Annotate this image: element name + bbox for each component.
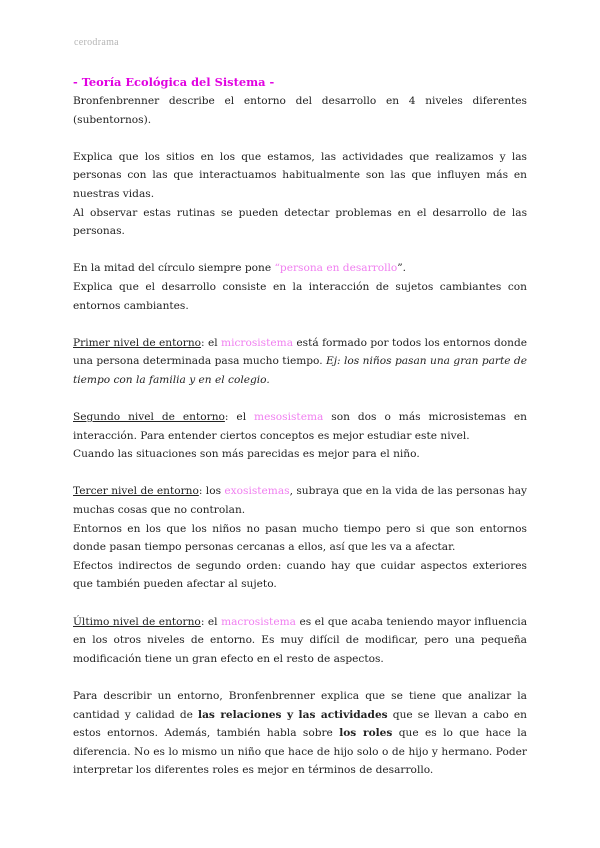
level-3-line-2: Entornos en los que los niños no pasan mucho tiempo pero si que son entornos donde pasan tiempo personas cercanas a ellos, así que les va a afectar. [73,522,527,554]
level-3-heading: Tercer nivel de entorno [73,485,199,498]
closing-paragraph: Para describir un entorno, Bronfenbrenner explica que se tiene que analizar la cantidad y calidad de las relaciones y las actividades que se llevan a cabo en estos entornos. Además, también habla sobre los roles que es lo que hace la diferencia. No es lo mismo un niño que hace de hijo solo o de hijo y hermano. Poder interpretar los diferentes roles es mejor en términos de desarrollo. [73,690,527,777]
level-1-paragraph: Primer nivel de entorno: el microsistema está formado por todos los entornos donde una persona determinada pasa mucho tiempo. Ej: los niños pasan una gran parte de tiempo con la familia y en el colegio. [73,336,528,386]
level-1-heading: Primer nivel de entorno [73,336,202,349]
document-body [73,74,527,780]
level-1-example: Ej: los niños pasan una gran parte de tiempo con la familia y en el colegio. [73,355,527,386]
term-mesosistema: mesosistema [254,411,324,424]
bold-relaciones-actividades: las relaciones y las actividades [198,708,388,721]
intro-paragraph: Bronfenbrenner describe el entorno del desarrollo en 4 niveles diferentes (subentornos). [73,95,527,126]
level-4-heading: Último nivel de entorno [73,615,201,628]
term-exosistemas: exosistemas [224,485,290,498]
document-title: - Teoría Ecológica del Sistema - [73,75,275,89]
level-2-heading: Segundo nivel de entorno [73,411,225,424]
quote-open: “ [274,262,280,275]
level-3-line-3: Efectos indirectos de segundo orden: cuando hay que cuidar aspectos exteriores que también pueden afectar al sujeto. [73,559,527,591]
level-2-line-2: Cuando las situaciones son más parecidas es mejor para el niño. [73,448,420,461]
bold-roles: los roles [339,727,393,740]
highlight-persona-en-desarrollo: persona en desarrollo [279,262,398,275]
level-2-paragraph: Segundo nivel de entorno: el mesosistema son dos o más microsistemas en interacción. Para entender ciertos conceptos es mejor estudiar este nivel. [73,411,527,442]
paragraph-2-line-2: Explica que el desarrollo consiste en la interacción de sujetos cambiantes con entornos cambiantes. [73,280,527,312]
quote-close: ”. [397,262,407,275]
term-microsistema: microsistema [221,336,294,349]
paragraph-1-line-2: Al observar estas rutinas se pueden detectar problemas en el desarrollo de las personas. [73,206,527,238]
term-macrosistema: macrosistema [221,615,296,628]
paragraph-2-line-1: En la mitad del círculo siempre pone “persona en desarrollo”. [73,262,407,275]
level-3-paragraph: Tercer nivel de entorno: los exosistemas, subraya que en la vida de las personas hay muchas cosas que no controlan. [73,485,528,517]
level-4-paragraph: Último nivel de entorno: el macrosistema es el que acaba teniendo mayor influencia en los otros niveles de entorno. Es muy difícil de modificar, pero una pequeña modificación tiene un gran efecto en el resto de aspectos. [73,615,528,665]
watermark: cerodrama [74,37,119,48]
paragraph-1-line-1: Explica que los sitios en los que estamos, las actividades que realizamos y las personas con las que interactuamos habitualmente son las que influyen más en nuestras vidas. [73,150,527,200]
